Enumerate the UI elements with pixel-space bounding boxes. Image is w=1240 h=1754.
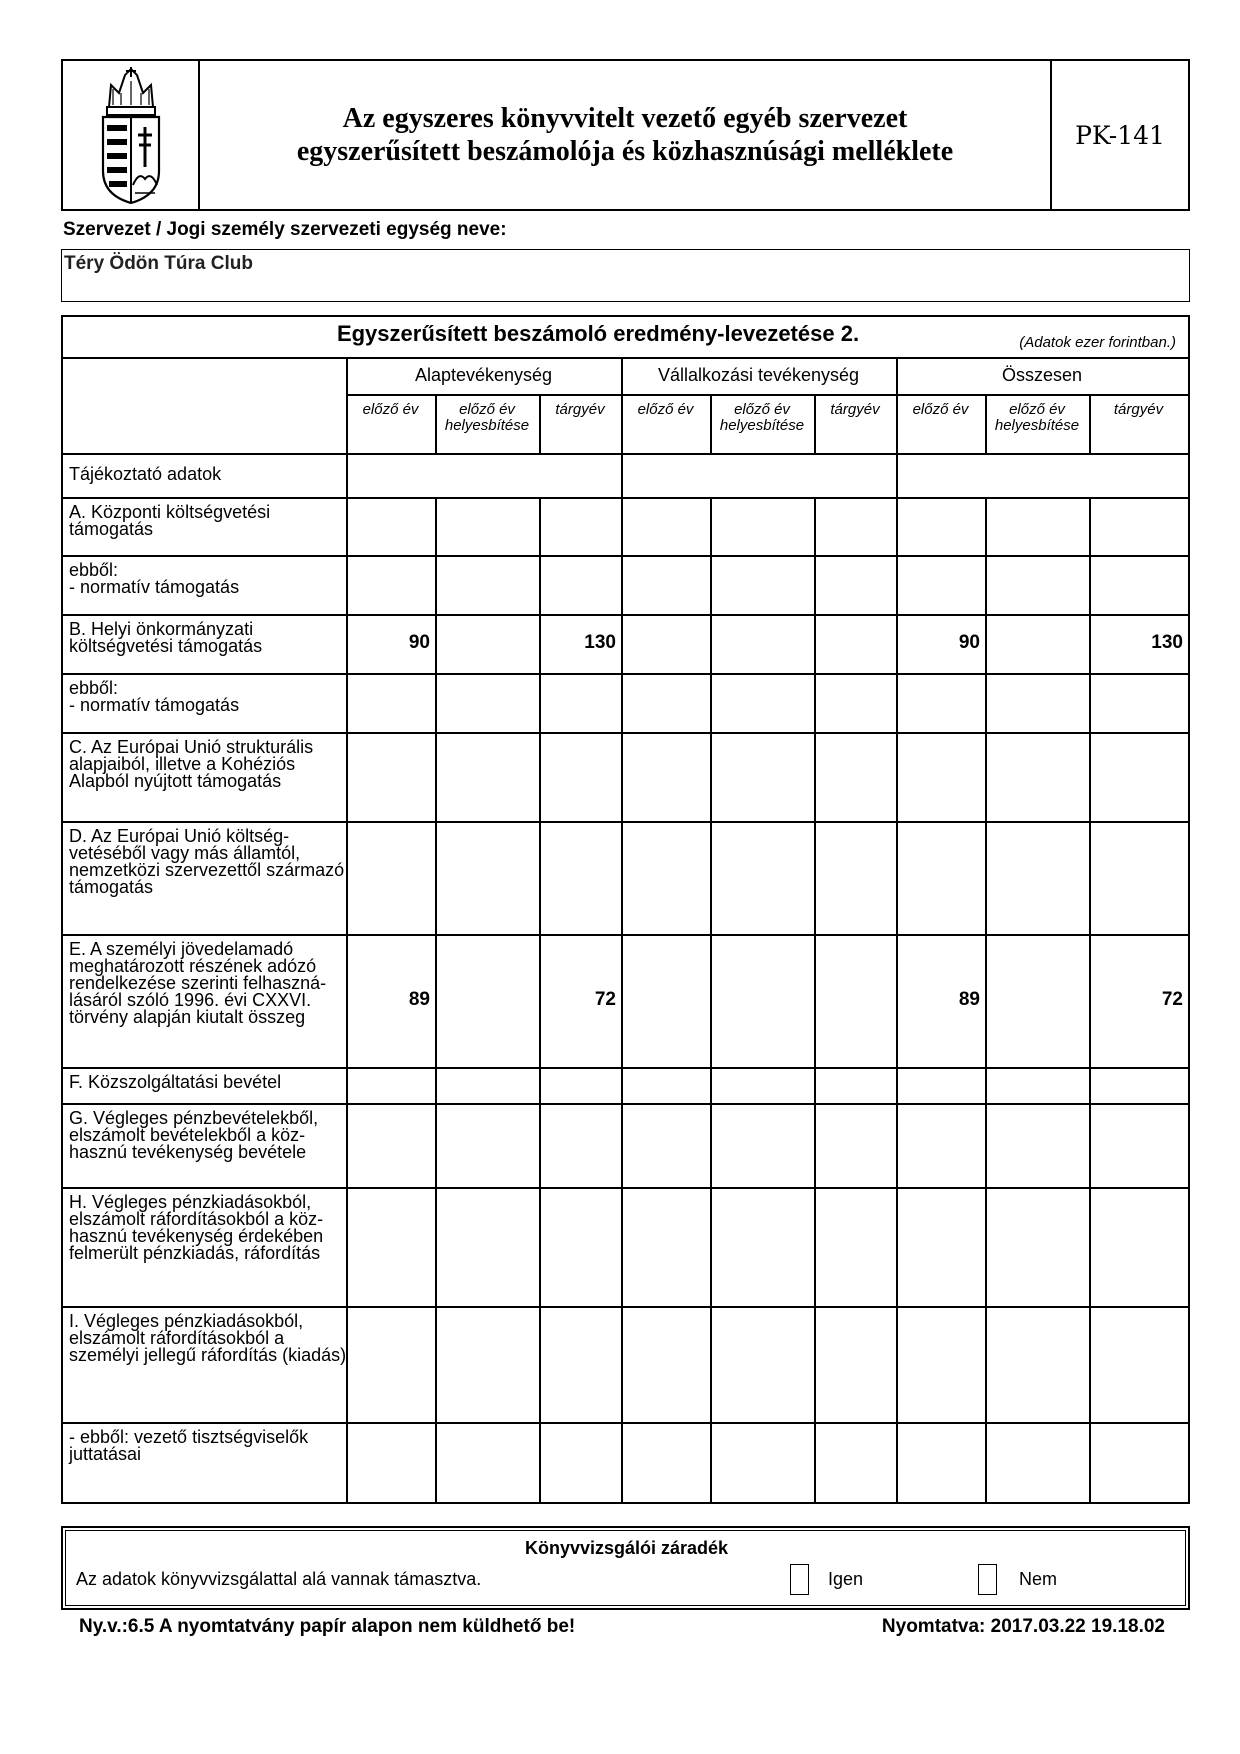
value-cell: 90	[408, 631, 430, 653]
group-divider	[621, 357, 623, 1502]
audit-statement: Az adatok könyvvizsgálattal alá vannak támasztva.	[76, 1569, 482, 1589]
column-subheader: tárgyév	[555, 401, 605, 418]
value-cell: 130	[584, 631, 616, 653]
audit-clause-box	[61, 1526, 1190, 1610]
row-label: ebből: - normatív támogatás	[69, 678, 240, 715]
column-subheader: tárgyév	[830, 401, 880, 418]
income-statement-table	[61, 315, 1190, 1504]
row-rule	[63, 1306, 1188, 1308]
value-column-divider	[435, 497, 437, 1502]
group-header: Vállalkozási tevékenység	[657, 365, 860, 385]
row-rule	[63, 934, 1188, 936]
form-title-line-2: egyszerűsített beszámolója és közhasznúsági melléklete	[296, 136, 954, 167]
audit-yes-label: Igen	[828, 1569, 864, 1589]
organization-label: Szervezet / Jogi személy szervezeti egység neve:	[63, 219, 507, 240]
row-rule	[63, 1422, 1188, 1424]
column-subheader: tárgyév	[1113, 401, 1164, 418]
row-label: A. Központi költségvetési támogatás	[69, 502, 271, 539]
value-cell: 89	[408, 988, 430, 1010]
value-column-divider	[814, 497, 816, 1502]
value-cell: 72	[594, 988, 616, 1010]
title-rule	[63, 357, 1188, 359]
table-grid	[63, 317, 1188, 1502]
row-rule	[63, 1067, 1188, 1069]
organization-name-field[interactable]	[61, 249, 1190, 302]
row-label: D. Az Európai Unió költség-vetéséből vagy más államtól, nemzetközi szervezettől származó támogatás	[69, 826, 345, 897]
value-column-divider	[985, 497, 987, 1502]
column-subheader: előző év	[912, 401, 969, 418]
organization-name-value: Téry Ödön Túra Club	[64, 253, 253, 274]
row-label: H. Végleges pénzkiadásokból, elszámolt ráfordításokból a köz-hasznú tevékenység érdekében felmerült pénzkiadás, ráfordítás	[69, 1192, 324, 1263]
coat-of-arms-cell	[63, 61, 200, 209]
group-header-rule	[346, 394, 1188, 396]
form-title	[200, 61, 1052, 209]
column-subheader: előző év helyesbítése	[994, 401, 1080, 434]
section-title: Egyszerűsített beszámoló eredmény-levezetése 2.	[336, 321, 860, 346]
group-header: Összesen	[1001, 365, 1083, 385]
row-label: E. A személyi jövedelamadó meghatározott részének adózó rendelkezése szerinti felhaszná-lásáról szóló 1996. évi CXXVI. törvény alapján kiutalt összeg	[69, 939, 327, 1027]
row-label: ebből: - normatív támogatás	[69, 560, 240, 597]
info-row-label: Tájékoztató adatok	[69, 464, 222, 484]
row-rule	[63, 732, 1188, 734]
row-label: I. Végleges pénzkiadásokból, elszámolt ráfordításokból a személyi jellegű ráfordítás (kiadás)	[69, 1311, 347, 1365]
group-divider	[896, 357, 898, 1502]
value-cell: 72	[1161, 988, 1183, 1010]
row-rule	[63, 614, 1188, 616]
row-rule	[63, 1103, 1188, 1105]
form-header	[61, 59, 1190, 211]
audit-clause-inner	[65, 1530, 1186, 1606]
group-header: Alaptevékenység	[414, 365, 553, 385]
audit-yes-checkbox[interactable]	[790, 1564, 809, 1595]
row-rule	[63, 555, 1188, 557]
column-subheader: előző év helyesbítése	[444, 401, 530, 434]
row-rule	[63, 1187, 1188, 1189]
row-label: - ebből: vezető tisztségviselők juttatásai	[69, 1427, 309, 1464]
footer-notice: Ny.v.:6.5 A nyomtatvány papír alapon nem küldhető be!	[79, 1616, 576, 1637]
column-subheader: előző év	[637, 401, 694, 418]
value-cell: 130	[1151, 631, 1183, 653]
info-row-rule	[63, 497, 1188, 499]
form-title-line-1: Az egyszeres könyvvitelt vezető egyéb szervezet	[342, 103, 908, 134]
row-label: G. Végleges pénzbevételekből, elszámolt bevételekből a köz-hasznú tevékenység bevétele	[69, 1108, 319, 1162]
audit-title: Könyvvizsgálói záradék	[524, 1538, 729, 1558]
column-subheader: előző év helyesbítése	[719, 401, 805, 434]
row-label: B. Helyi önkormányzati költségvetési támogatás	[69, 619, 263, 656]
coat-of-arms-icon	[89, 67, 173, 205]
column-subheader: előző év	[362, 401, 419, 418]
value-column-divider	[710, 497, 712, 1502]
audit-no-label: Nem	[1019, 1569, 1058, 1589]
value-cell: 90	[958, 631, 980, 653]
form-code: PK-141	[1075, 120, 1165, 150]
row-rule	[63, 673, 1188, 675]
audit-no-checkbox[interactable]	[978, 1564, 997, 1595]
row-label: C. Az Európai Unió strukturális alapjaiból, illetve a Kohéziós Alapból nyújtott támogatás	[69, 737, 314, 791]
subheader-rule	[63, 453, 1188, 455]
value-cell: 89	[958, 988, 980, 1010]
footer-print-timestamp: Nyomtatva: 2017.03.22 19.18.02	[881, 1616, 1165, 1637]
row-rule	[63, 821, 1188, 823]
unit-note: (Adatok ezer forintban.)	[1019, 334, 1176, 351]
row-label: F. Közszolgáltatási bevétel	[69, 1072, 282, 1092]
